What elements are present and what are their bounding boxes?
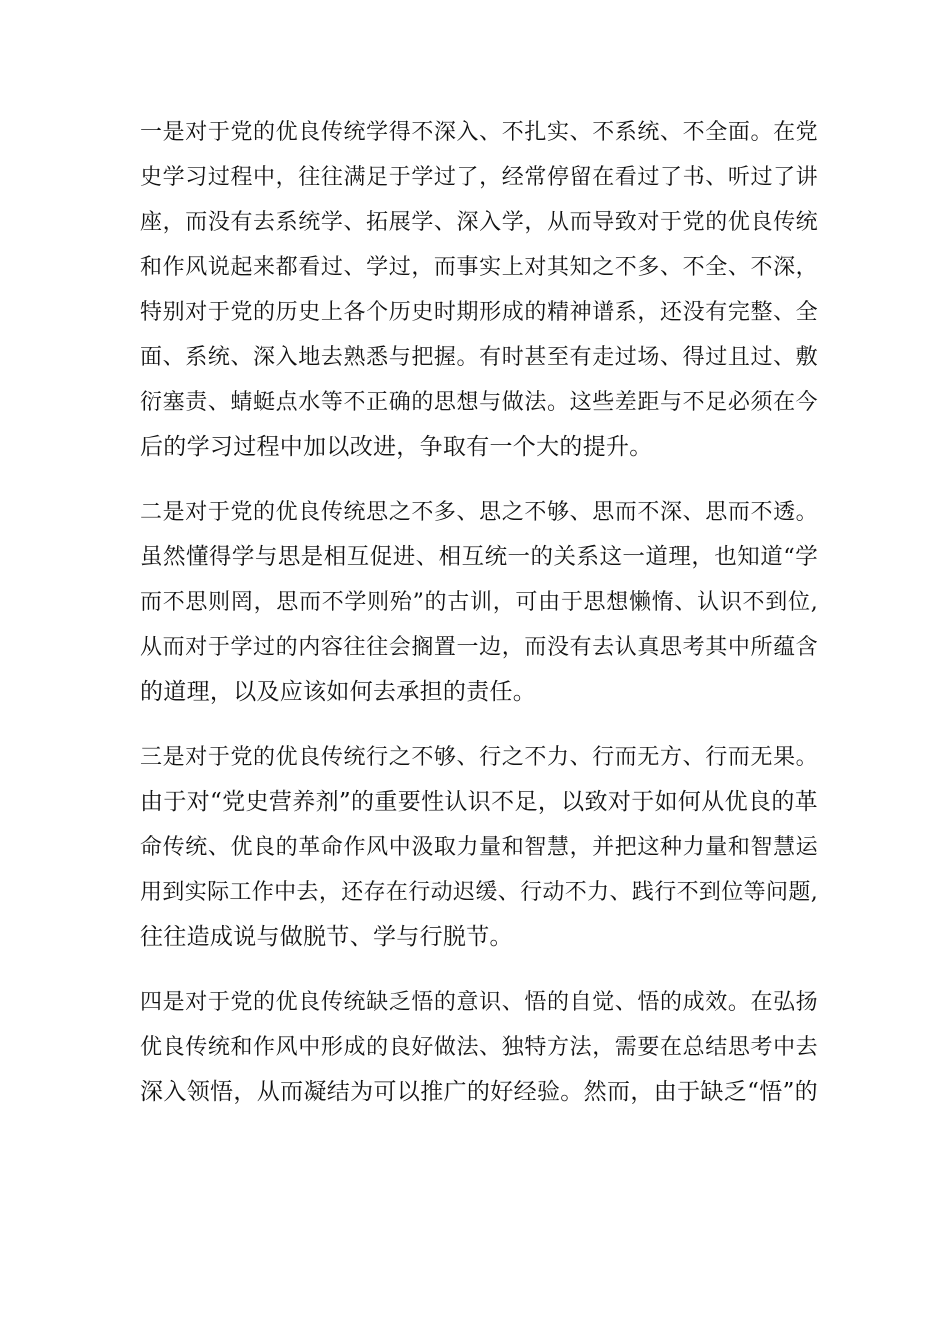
paragraph-line: 衍塞责、蜻蜓点水等不正确的思想与做法。这些差距与不足必须在今 bbox=[140, 390, 818, 415]
paragraph-line: 和作风说起来都看过、学过，而事实上对其知之不多、不全、不深， bbox=[140, 255, 818, 280]
paragraph-3 bbox=[140, 735, 818, 960]
paragraph-line: 命传统、优良的革命作风中汲取力量和智慧，并把这种力量和智慧运 bbox=[140, 835, 818, 860]
paragraph-line: 史学习过程中，往往满足于学过了，经常停留在看过了书、听过了讲 bbox=[140, 165, 818, 190]
paragraph-line: 由于对“党史营养剂”的重要性认识不足，以致对于如何从优良的革 bbox=[140, 789, 818, 815]
paragraph-line: 一是对于党的优良传统学得不深入、不扎实、不系统、不全面。在党 bbox=[140, 120, 818, 145]
paragraph-1 bbox=[140, 110, 818, 470]
paragraph-line: 三是对于党的优良传统行之不够、行之不力、行而无方、行而无果。 bbox=[140, 745, 818, 770]
paragraph-line: 座，而没有去系统学、拓展学、深入学，从而导致对于党的优良传统 bbox=[140, 210, 818, 235]
paragraph-4 bbox=[140, 980, 818, 1115]
paragraph-line: 往往造成说与做脱节、学与行脱节。 bbox=[140, 924, 513, 950]
paragraph-line: 深入领悟，从而凝结为可以推广的好经验。然而，由于缺乏“悟”的 bbox=[140, 1079, 818, 1105]
paragraph-line: 四是对于党的优良传统缺乏悟的意识、悟的自觉、悟的成效。在弘扬 bbox=[140, 990, 818, 1015]
paragraph-line: 优良传统和作风中形成的良好做法、独特方法，需要在总结思考中去 bbox=[140, 1035, 818, 1060]
paragraph-line: 虽然懂得学与思是相互促进、相互统一的关系这一道理，也知道“学 bbox=[140, 544, 818, 570]
paragraph-line: 二是对于党的优良传统思之不多、思之不够、思而不深、思而不透。 bbox=[140, 500, 818, 525]
paragraph-line: 特别对于党的历史上各个历史时期形成的精神谱系，还没有完整、全 bbox=[140, 300, 818, 325]
paragraph-line: 的道理，以及应该如何去承担的责任。 bbox=[140, 679, 537, 705]
paragraph-line: 面、系统、深入地去熟悉与把握。有时甚至有走过场、得过且过、敷 bbox=[140, 345, 818, 370]
paragraph-line: 后的学习过程中加以改进，争取有一个大的提升。 bbox=[140, 434, 653, 460]
paragraph-line: 而不思则罔，思而不学则殆”的古训，可由于思想懒惰、认识不到位, bbox=[140, 590, 818, 615]
paragraph-2 bbox=[140, 490, 818, 715]
paragraph-line: 用到实际工作中去，还存在行动迟缓、行动不力、践行不到位等问题, bbox=[140, 880, 818, 905]
document-body bbox=[140, 110, 818, 1135]
paragraph-line: 从而对于学过的内容往往会搁置一边，而没有去认真思考其中所蕴含 bbox=[140, 635, 818, 660]
